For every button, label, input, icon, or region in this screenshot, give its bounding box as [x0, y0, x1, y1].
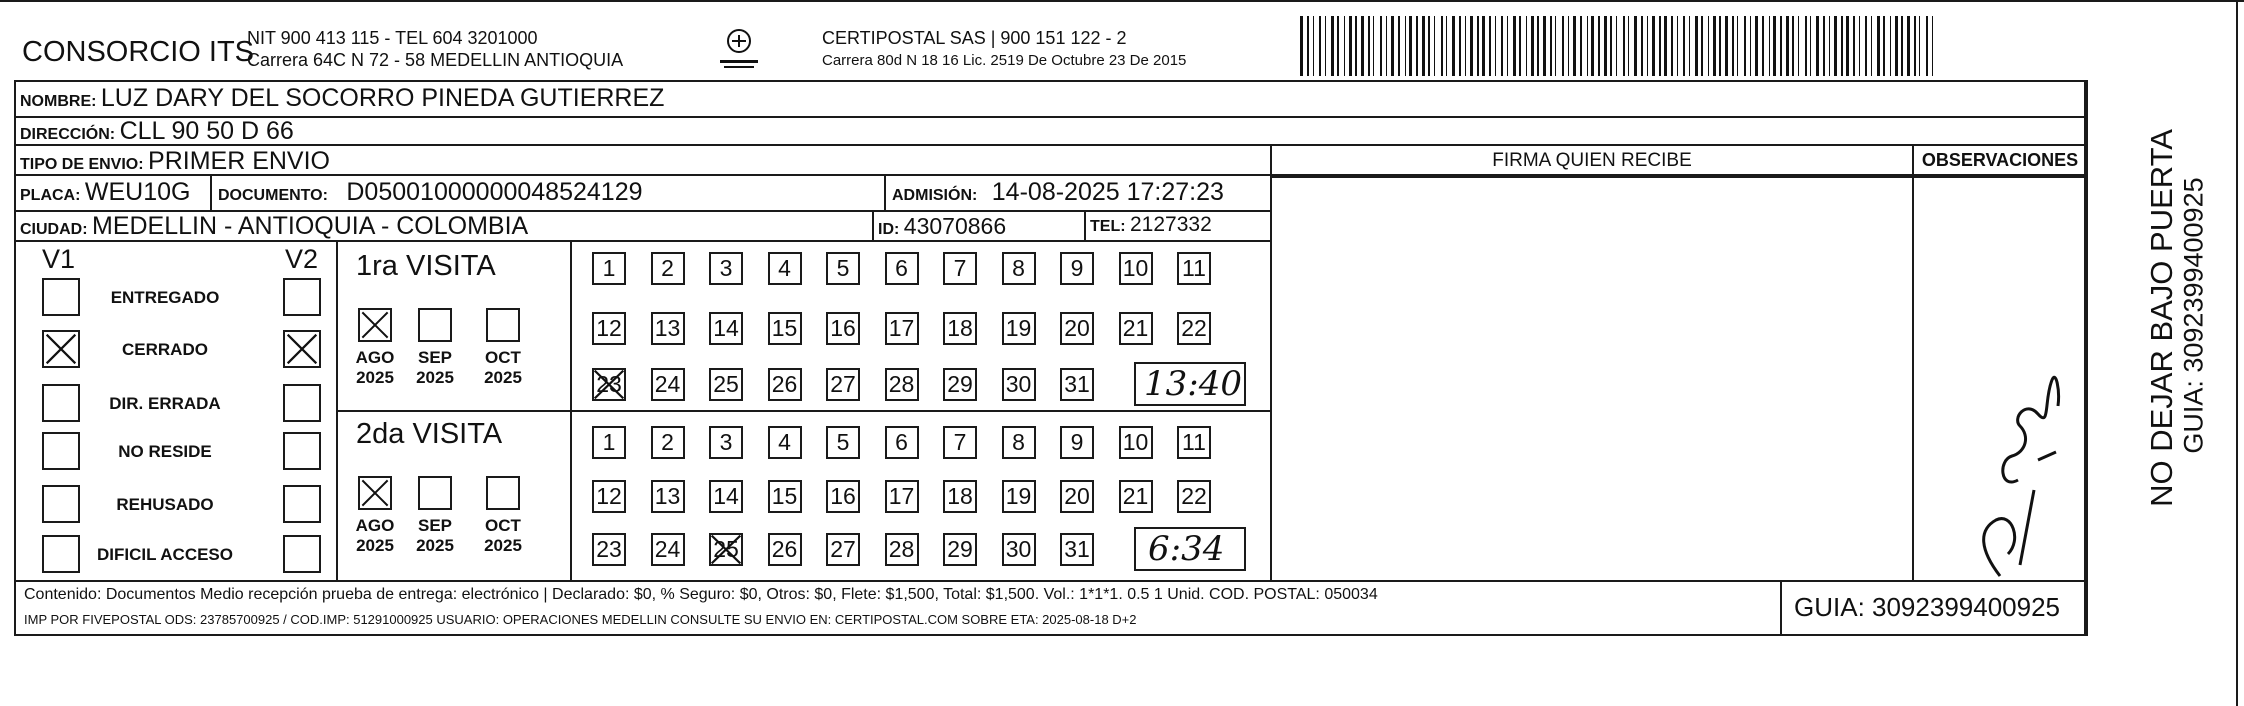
v1-checkbox[interactable] — [42, 384, 80, 422]
day-box[interactable]: 23 — [592, 368, 626, 401]
day-box[interactable]: 22 — [1177, 480, 1211, 513]
day-box[interactable]: 20 — [1060, 480, 1094, 513]
month-checkbox[interactable] — [418, 476, 452, 510]
footer-line2: IMP POR FIVEPOSTAL ODS: 23785700925 / COD.IMP: 51291000925 USUARIO: OPERACIONES MEDELLIN CONSULTE SU ENVIO EN: CERTIPOSTAL.COM SOBRE ETA: 2025-08-18 D+2 — [24, 612, 1137, 627]
col-line — [1912, 144, 1914, 580]
v2-label: V2 — [285, 244, 319, 274]
visit1-time-box — [1134, 362, 1246, 406]
day-box[interactable]: 16 — [826, 312, 860, 345]
status-label: NO RESIDE — [118, 442, 212, 461]
day-box[interactable]: 3 — [709, 252, 743, 285]
year-label: 2025 — [416, 368, 454, 387]
day-box[interactable]: 27 — [826, 368, 860, 401]
year-label: 2025 — [356, 536, 394, 555]
month-checkbox[interactable] — [486, 476, 520, 510]
day-box[interactable]: 21 — [1119, 480, 1153, 513]
ciudad-value: MEDELLIN - ANTIOQUIA - COLOMBIA — [92, 212, 529, 240]
month-checkbox[interactable] — [418, 308, 452, 342]
day-box[interactable]: 9 — [1060, 252, 1094, 285]
visit-divider — [336, 410, 1270, 412]
col-line — [210, 174, 212, 210]
day-box[interactable]: 28 — [885, 533, 919, 566]
day-box[interactable]: 11 — [1177, 426, 1211, 459]
day-box[interactable]: 30 — [1002, 533, 1036, 566]
day-box[interactable]: 2 — [651, 252, 685, 285]
carrier-line1: CERTIPOSTAL SAS | 900 151 122 - 2 — [822, 28, 1127, 48]
signature — [1960, 340, 2070, 580]
header-underline — [1270, 176, 2086, 178]
day-box[interactable]: 3 — [709, 426, 743, 459]
direccion-value: CLL 90 50 D 66 — [119, 117, 294, 145]
visit2-title: 2da VISITA — [356, 418, 503, 450]
certipostal-logo — [714, 26, 764, 72]
day-box[interactable]: 22 — [1177, 312, 1211, 345]
status-label: REHUSADO — [116, 495, 214, 514]
v1-checkbox[interactable] — [42, 485, 80, 523]
day-box[interactable]: 29 — [943, 533, 977, 566]
v1-checkbox[interactable] — [42, 330, 80, 368]
admision-label: ADMISIÓN: — [892, 187, 978, 204]
day-box[interactable]: 13 — [651, 480, 685, 513]
day-box[interactable]: 7 — [943, 426, 977, 459]
id-value: 43070866 — [903, 213, 1007, 239]
day-box[interactable]: 17 — [885, 480, 919, 513]
v2-checkbox[interactable] — [283, 278, 321, 316]
day-box[interactable]: 14 — [709, 312, 743, 345]
v2-checkbox[interactable] — [283, 330, 321, 368]
visit2-time-box — [1134, 527, 1246, 571]
day-box[interactable]: 18 — [943, 480, 977, 513]
id-row — [878, 213, 1006, 240]
day-box[interactable]: 30 — [1002, 368, 1036, 401]
company-name: CONSORCIO ITS — [22, 36, 255, 68]
month-checkbox[interactable] — [358, 308, 392, 342]
tipo-label: TIPO DE ENVIO: — [20, 156, 144, 173]
day-box[interactable]: 23 — [592, 533, 626, 566]
col-line — [1084, 210, 1086, 240]
month-checkbox[interactable] — [486, 308, 520, 342]
status-label: DIFICIL ACCESO — [96, 545, 233, 564]
day-box[interactable]: 8 — [1002, 426, 1036, 459]
page-top-border — [0, 0, 2244, 2]
day-box[interactable]: 25 — [709, 368, 743, 401]
footer-sep — [1780, 580, 1782, 636]
placa-row — [20, 178, 190, 207]
row-line — [14, 144, 2086, 146]
documento-value: D05001000000048524129 — [346, 178, 643, 206]
day-x-mark — [592, 368, 626, 401]
side-text — [2100, 100, 2240, 560]
v1-checkbox[interactable] — [42, 278, 80, 316]
day-box[interactable]: 4 — [768, 426, 802, 459]
day-box[interactable]: 13 — [651, 312, 685, 345]
v1-checkbox[interactable] — [42, 432, 80, 470]
status-label: ENTREGADO — [110, 288, 220, 307]
v2-checkbox[interactable] — [283, 384, 321, 422]
side-warning: NO DEJAR BAJO PUERTA — [2144, 129, 2179, 507]
month-label: AGO — [355, 516, 395, 535]
v2-checkbox[interactable] — [283, 485, 321, 523]
tipo-value: PRIMER ENVIO — [148, 147, 331, 175]
day-box[interactable]: 21 — [1119, 312, 1153, 345]
direccion-row — [20, 117, 294, 146]
day-box[interactable]: 26 — [768, 533, 802, 566]
day-box[interactable]: 5 — [826, 426, 860, 459]
col-line — [872, 210, 874, 240]
day-box[interactable]: 31 — [1060, 533, 1094, 566]
day-box[interactable]: 9 — [1060, 426, 1094, 459]
day-box[interactable]: 4 — [768, 252, 802, 285]
v1-label: V1 — [42, 244, 76, 274]
day-box[interactable]: 1 — [592, 426, 626, 459]
month-label: SEP — [417, 516, 453, 535]
documento-label: DOCUMENTO: — [218, 187, 328, 204]
row-line — [14, 116, 2086, 118]
documento-row — [218, 178, 643, 207]
footer-line — [14, 580, 2086, 582]
ciudad-row — [20, 212, 528, 241]
v2-checkbox[interactable] — [283, 432, 321, 470]
ciudad-label: CIUDAD: — [20, 221, 88, 238]
tipo-row — [20, 147, 330, 176]
day-box[interactable]: 28 — [885, 368, 919, 401]
visit2-time: 6:34 — [1148, 529, 1225, 569]
day-box[interactable]: 8 — [1002, 252, 1036, 285]
month-label: OCT — [485, 348, 521, 367]
day-box[interactable]: 18 — [943, 312, 977, 345]
day-box[interactable]: 6 — [885, 426, 919, 459]
day-box[interactable]: 6 — [885, 252, 919, 285]
carrier-line2: Carrera 80d N 18 16 Lic. 2519 De Octubre 23 De 2015 — [822, 52, 1187, 69]
year-label: 2025 — [356, 368, 394, 387]
col-line — [2086, 80, 2088, 636]
year-label: 2025 — [484, 368, 522, 387]
year-label: 2025 — [416, 536, 454, 555]
visit1-time: 13:40 — [1144, 364, 1242, 404]
day-box[interactable]: 26 — [768, 368, 802, 401]
day-box[interactable]: 25 — [709, 533, 743, 566]
direccion-label: DIRECCIÓN: — [20, 126, 116, 143]
day-box[interactable]: 20 — [1060, 312, 1094, 345]
tel-value: 2127332 — [1130, 213, 1212, 236]
col-line — [570, 240, 572, 580]
day-box[interactable]: 5 — [826, 252, 860, 285]
day-box[interactable]: 19 — [1002, 312, 1036, 345]
tel-label: TEL: — [1090, 218, 1126, 235]
day-box[interactable]: 24 — [651, 368, 685, 401]
status-label: DIR. ERRADA — [109, 394, 221, 413]
footer-guia: GUIA: 3092399400925 — [1794, 592, 2060, 622]
admision-value: 14-08-2025 17:27:23 — [991, 178, 1224, 206]
day-box[interactable]: 7 — [943, 252, 977, 285]
day-box[interactable]: 19 — [1002, 480, 1036, 513]
v2-checkbox[interactable] — [283, 535, 321, 573]
side-guia: GUIA: 3092399400925 — [2178, 177, 2209, 454]
visit1-title: 1ra VISITA — [356, 250, 496, 282]
nombre-value: LUZ DARY DEL SOCORRO PINEDA GUTIERREZ — [100, 84, 665, 112]
day-box[interactable]: 14 — [709, 480, 743, 513]
day-box[interactable]: 2 — [651, 426, 685, 459]
day-box[interactable]: 16 — [826, 480, 860, 513]
nombre-row — [20, 84, 664, 113]
day-box[interactable]: 12 — [592, 312, 626, 345]
day-box[interactable]: 15 — [768, 480, 802, 513]
day-box[interactable]: 10 — [1119, 426, 1153, 459]
month-label: OCT — [485, 516, 521, 535]
admision-row — [892, 178, 1224, 207]
nombre-label: NOMBRE: — [20, 93, 97, 110]
placa-value: WEU10G — [84, 178, 191, 206]
status-label: CERRADO — [122, 340, 208, 359]
month-label: SEP — [417, 348, 453, 367]
day-box[interactable]: 24 — [651, 533, 685, 566]
day-box[interactable]: 11 — [1177, 252, 1211, 285]
barcode — [1300, 16, 1940, 76]
id-label: ID: — [878, 221, 900, 238]
day-box[interactable]: 17 — [885, 312, 919, 345]
day-box[interactable]: 15 — [768, 312, 802, 345]
footer-line1: Contenido: Documentos Medio recepción prueba de entrega: electrónico | Declarado: $0, % Seguro: $0, Otros: $0, Flete: $1,500, Total: $1,500. Vol.: 1*1*1. 0.5 1 Unid. COD. POSTAL: 050034 — [24, 586, 1378, 603]
company-address: Carrera 64C N 72 - 58 MEDELLIN ANTIOQUIA — [247, 50, 624, 70]
month-label: AGO — [355, 348, 395, 367]
tel-row — [1090, 213, 1212, 237]
observaciones-header: OBSERVACIONES — [1921, 150, 2079, 170]
day-box[interactable]: 12 — [592, 480, 626, 513]
firma-header: FIRMA QUIEN RECIBE — [1492, 150, 1692, 171]
day-box[interactable]: 27 — [826, 533, 860, 566]
day-box[interactable]: 10 — [1119, 252, 1153, 285]
year-label: 2025 — [484, 536, 522, 555]
day-box[interactable]: 31 — [1060, 368, 1094, 401]
company-nit: NIT 900 413 115 - TEL 604 3201000 — [247, 28, 538, 48]
day-box[interactable]: 29 — [943, 368, 977, 401]
day-box[interactable]: 1 — [592, 252, 626, 285]
col-line — [884, 174, 886, 210]
v1-checkbox[interactable] — [42, 535, 80, 573]
month-checkbox[interactable] — [358, 476, 392, 510]
col-line — [1270, 144, 1272, 580]
day-x-mark — [709, 533, 743, 566]
placa-label: PLACA: — [20, 187, 81, 204]
